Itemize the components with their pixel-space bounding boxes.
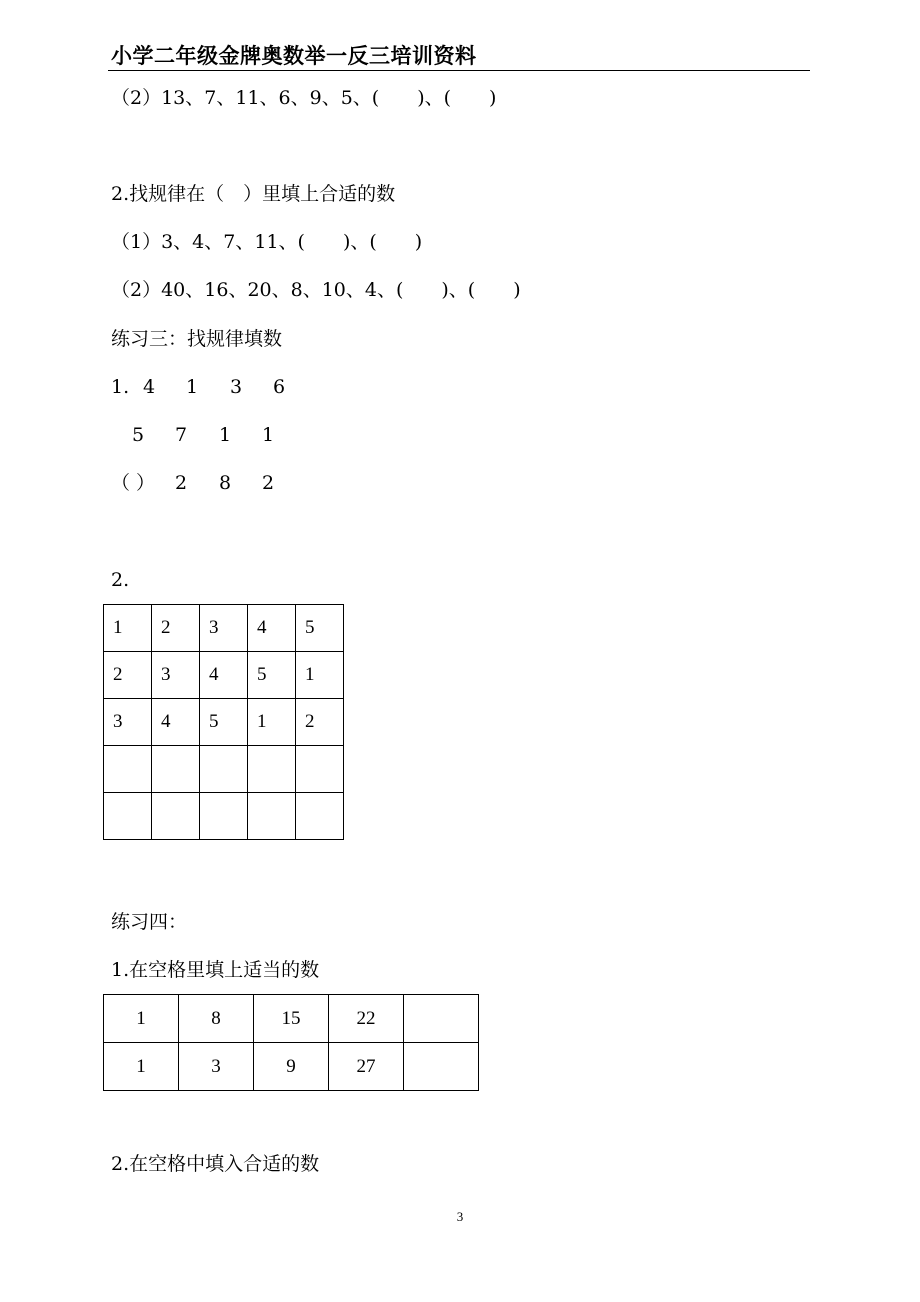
- table-cell: [200, 746, 248, 793]
- number-cell: 5: [132, 424, 145, 446]
- table-cell: 1: [104, 995, 179, 1043]
- table-cell: 5: [200, 699, 248, 746]
- number-cell: 1: [262, 424, 275, 446]
- table-cell: 3: [179, 1043, 254, 1091]
- number-cell: 4: [143, 376, 156, 398]
- table-cell: 1: [104, 605, 152, 652]
- table-cell: 9: [254, 1043, 329, 1091]
- table-cell: 4: [152, 699, 200, 746]
- exercise-heading: 1.在空格里填上适当的数: [111, 959, 320, 981]
- number-cell: 1.: [111, 376, 130, 398]
- exercise-label: 2.: [111, 569, 130, 591]
- section-heading: 练习三：找规律填数: [111, 328, 283, 350]
- table-cell: 8: [179, 995, 254, 1043]
- table-cell: [104, 793, 152, 840]
- exercise-heading: 2.找规律在（ ）里填上合适的数: [111, 183, 396, 205]
- table-cell: 2: [104, 652, 152, 699]
- table-cell: 2: [152, 605, 200, 652]
- number-cell: 6: [273, 376, 286, 398]
- table-cell: 5: [248, 652, 296, 699]
- table-cell: 4: [200, 652, 248, 699]
- table-cell: 4: [248, 605, 296, 652]
- number-grid-table: [103, 604, 344, 840]
- exercise-line: （2）13、7、11、6、9、5、( )、( ): [111, 87, 497, 109]
- table-cell: [248, 746, 296, 793]
- table-cell: [200, 793, 248, 840]
- table-cell: 22: [329, 995, 404, 1043]
- number-cell: 7: [175, 424, 188, 446]
- number-cell: （ ）: [111, 472, 156, 494]
- table-row: [104, 699, 344, 746]
- page-header-title: 小学二年级金牌奥数举一反三培训资料: [111, 44, 477, 68]
- number-cell: 3: [230, 376, 243, 398]
- table-cell: 1: [104, 1043, 179, 1091]
- table-cell: [296, 746, 344, 793]
- table-cell: 3: [152, 652, 200, 699]
- sequence-table: [103, 994, 479, 1091]
- number-cell: 8: [219, 472, 232, 494]
- table-cell: 15: [254, 995, 329, 1043]
- table-row: [104, 995, 479, 1043]
- number-cell: 1: [219, 424, 232, 446]
- table-cell: [404, 1043, 479, 1091]
- table-row: [104, 793, 344, 840]
- table-row: [104, 746, 344, 793]
- table-cell: 5: [296, 605, 344, 652]
- page-number: 3: [456, 1209, 464, 1224]
- table-cell: 1: [248, 699, 296, 746]
- table-cell: [248, 793, 296, 840]
- number-cell: 1: [186, 376, 199, 398]
- section-heading: 练习四：: [111, 911, 188, 933]
- exercise-line: （1）3、4、7、11、( )、( ): [111, 231, 423, 253]
- exercise-heading: 2.在空格中填入合适的数: [111, 1153, 320, 1175]
- table-row: [104, 605, 344, 652]
- table-cell: 27: [329, 1043, 404, 1091]
- table-cell: [104, 746, 152, 793]
- table-row: [104, 652, 344, 699]
- table-row: [104, 1043, 479, 1091]
- table-cell: 1: [296, 652, 344, 699]
- table-cell: [296, 793, 344, 840]
- table-cell: [152, 793, 200, 840]
- header-divider: [108, 70, 810, 71]
- table-cell: [404, 995, 479, 1043]
- table-cell: [152, 746, 200, 793]
- table-cell: 3: [200, 605, 248, 652]
- table-cell: 2: [296, 699, 344, 746]
- exercise-line: （2）40、16、20、8、10、4、( )、( ): [111, 279, 521, 301]
- table-cell: 3: [104, 699, 152, 746]
- number-cell: 2: [262, 472, 275, 494]
- number-cell: 2: [175, 472, 188, 494]
